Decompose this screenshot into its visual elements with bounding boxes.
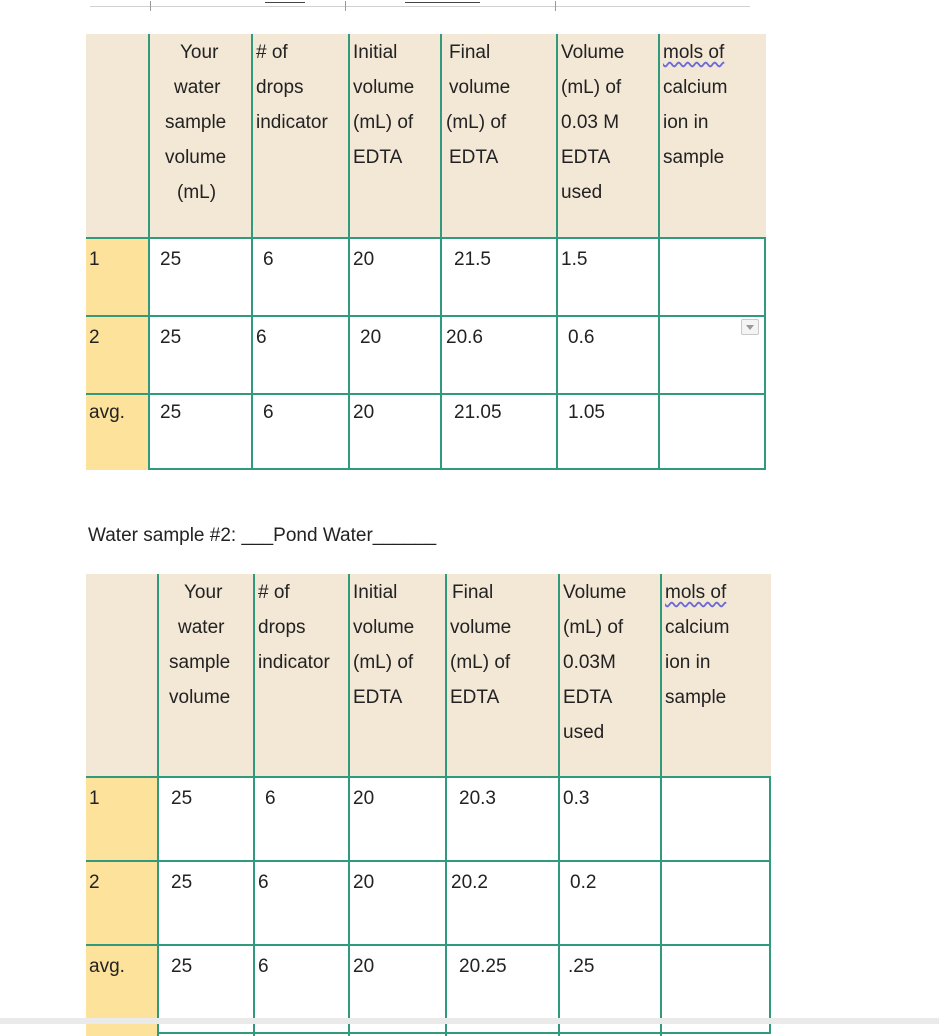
- row-label: avg.: [86, 393, 150, 470]
- table-cell[interactable]: 6: [251, 315, 350, 393]
- row-label: avg.: [86, 944, 159, 1036]
- header-line: Volume: [561, 42, 625, 63]
- header-line: (mL) of: [353, 652, 414, 673]
- header-line: volume: [353, 77, 415, 98]
- header-cell-final-volume: [440, 34, 558, 239]
- header-line: EDTA: [561, 147, 611, 168]
- header-line: # of: [258, 582, 290, 603]
- table-cell[interactable]: 25: [148, 237, 253, 315]
- top-toolbar-strip: [0, 0, 939, 14]
- header-line: (mL) of: [446, 112, 507, 133]
- table-cell[interactable]: .25: [558, 944, 662, 1036]
- header-line: EDTA: [353, 147, 403, 168]
- table-cell[interactable]: 20: [348, 315, 442, 393]
- underline-mark: [265, 2, 305, 3]
- results-table-1: [86, 34, 766, 470]
- table-cell[interactable]: 21.5: [440, 237, 558, 315]
- table-cell[interactable]: 20.3: [445, 776, 560, 860]
- row-label: 1: [86, 237, 150, 315]
- underline-mark: [405, 2, 480, 3]
- header-line: Volume: [563, 582, 627, 603]
- header-line: Your: [184, 582, 223, 603]
- caption-answer[interactable]: ___Pond Water______: [241, 525, 437, 546]
- bottom-scroll-bar[interactable]: [0, 1018, 939, 1024]
- ruler-tick: [150, 1, 151, 11]
- cell-dropdown-icon[interactable]: [741, 319, 759, 335]
- header-line: (mL) of: [450, 652, 511, 673]
- table-cell[interactable]: 6: [253, 944, 350, 1036]
- header-line: volume: [353, 617, 415, 638]
- header-cell-edta-used: [556, 34, 660, 239]
- header-line: EDTA: [563, 687, 613, 708]
- header-line: EDTA: [353, 687, 403, 708]
- caption-prefix: Water sample #2:: [88, 525, 242, 546]
- header-line: mols of: [663, 42, 725, 63]
- header-line: drops: [258, 617, 306, 638]
- header-line: (mL): [177, 182, 217, 203]
- table-cell[interactable]: 20: [348, 944, 447, 1036]
- header-line: (mL) of: [353, 112, 414, 133]
- table-cell[interactable]: 20: [348, 393, 442, 470]
- header-line: Initial: [353, 582, 398, 603]
- header-line: 0.03M: [563, 652, 616, 673]
- header-cell-empty: [86, 34, 150, 239]
- table-cell[interactable]: 20: [348, 237, 442, 315]
- header-line: used: [561, 182, 603, 203]
- header-cell-mols-calcium: [660, 574, 771, 778]
- table-cell[interactable]: 20.6: [440, 315, 558, 393]
- header-cell-initial-volume: [348, 574, 447, 778]
- row-label: 2: [86, 860, 159, 944]
- table-cell[interactable]: 25: [157, 944, 255, 1036]
- header-cell-drops: [251, 34, 350, 239]
- table-cell[interactable]: 0.6: [556, 315, 660, 393]
- table-cell[interactable]: [660, 776, 771, 860]
- table-cell[interactable]: 0.3: [558, 776, 662, 860]
- table-cell[interactable]: 20.2: [445, 860, 560, 944]
- header-cell-sample-volume: [148, 34, 253, 239]
- header-line: drops: [256, 77, 304, 98]
- table-cell[interactable]: 20: [348, 776, 447, 860]
- header-line: Your: [180, 42, 219, 63]
- table-cell[interactable]: 1.05: [556, 393, 660, 470]
- table-cell[interactable]: 25: [148, 315, 253, 393]
- header-line: sample: [165, 112, 227, 133]
- header-cell-drops: [253, 574, 350, 778]
- header-line: Final: [452, 582, 494, 603]
- header-line: indicator: [258, 652, 330, 673]
- table-cell[interactable]: 25: [157, 860, 255, 944]
- water-sample-caption: [88, 522, 436, 550]
- row-label: 2: [86, 315, 150, 393]
- table-cell[interactable]: 25: [148, 393, 253, 470]
- table-cell[interactable]: 6: [253, 776, 350, 860]
- header-line: # of: [256, 42, 288, 63]
- table-cell[interactable]: 6: [251, 237, 350, 315]
- header-cell-edta-used: [558, 574, 662, 778]
- row-label: 1: [86, 776, 159, 860]
- results-table-2: [86, 574, 771, 1034]
- ruler-tick: [345, 1, 346, 11]
- header-line: ion in: [665, 652, 711, 673]
- table-cell[interactable]: 20.25: [445, 944, 560, 1036]
- table-cell[interactable]: 6: [253, 860, 350, 944]
- header-line: volume: [165, 147, 227, 168]
- header-line: (mL) of: [563, 617, 624, 638]
- header-line: volume: [449, 77, 511, 98]
- table-cell[interactable]: 21.05: [440, 393, 558, 470]
- header-line: 0.03 M: [561, 112, 620, 133]
- header-cell-final-volume: [445, 574, 560, 778]
- table-cell[interactable]: 25: [157, 776, 255, 860]
- header-line: sample: [665, 687, 727, 708]
- table-cell[interactable]: 20: [348, 860, 447, 944]
- header-line: volume: [169, 687, 231, 708]
- table-cell[interactable]: [660, 860, 771, 944]
- header-cell-mols-calcium: [658, 34, 766, 239]
- table-cell[interactable]: 1.5: [556, 237, 660, 315]
- ruler-line: [90, 6, 750, 7]
- table-cell[interactable]: [658, 237, 766, 315]
- header-line: EDTA: [450, 687, 500, 708]
- ruler-tick: [555, 1, 556, 11]
- header-line: sample: [169, 652, 231, 673]
- header-line: volume: [450, 617, 512, 638]
- header-line: water: [178, 617, 225, 638]
- table-cell[interactable]: 6: [251, 393, 350, 470]
- header-line: EDTA: [449, 147, 499, 168]
- header-line: (mL) of: [561, 77, 622, 98]
- header-line: sample: [663, 147, 725, 168]
- header-cell-initial-volume: [348, 34, 442, 239]
- table-cell[interactable]: 0.2: [558, 860, 662, 944]
- table-cell[interactable]: [658, 393, 766, 470]
- header-line: Final: [449, 42, 491, 63]
- header-line: indicator: [256, 112, 328, 133]
- header-line: calcium: [665, 617, 730, 638]
- header-line: Initial: [353, 42, 398, 63]
- header-cell-empty: [86, 574, 159, 778]
- header-line: ion in: [663, 112, 709, 133]
- header-line: calcium: [663, 77, 728, 98]
- header-cell-sample-volume: [157, 574, 255, 778]
- header-line: mols of: [665, 582, 727, 603]
- header-line: water: [174, 77, 221, 98]
- header-line: used: [563, 722, 605, 743]
